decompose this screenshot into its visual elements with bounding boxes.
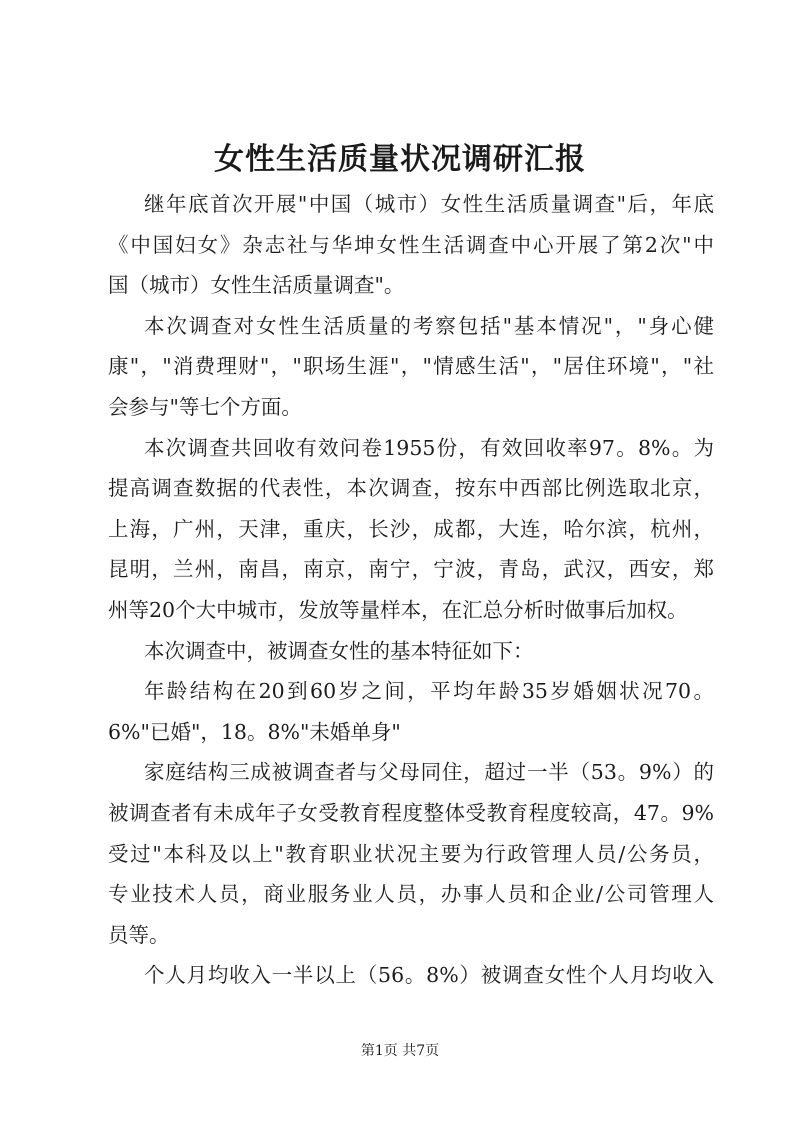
page-footer: 第1页 共7页 [360,1043,440,1059]
paragraph-line: 康"，"消费理财"，"职场生涯"，"情感生活"，"居住环境"，"社 [108,354,714,379]
paragraph-line: 会参与"等七个方面。 [108,394,302,419]
paragraph [108,752,714,955]
paragraph-line: 本次调查对女性生活质量的考察包括"基本情况"，"身心健 [144,313,714,338]
paragraph [108,428,714,631]
paragraph-line: 年龄结构在20到60岁之间，平均年龄35岁婚姻状况70。 [144,679,714,704]
paragraph-line: 上海，广州，天津，重庆，长沙，成都，大连，哈尔滨，杭州， [108,516,714,541]
document-body [108,184,714,996]
paragraph-line: 家庭结构三成被调查者与父母同住，超过一半（53。9%）的 [144,760,714,785]
paragraph [108,955,714,996]
paragraph [108,184,714,306]
paragraph [108,631,714,672]
paragraph-line: 被调查者有未成年子女受教育程度整体受教育程度较高，47。9% [108,800,714,825]
paragraph-line: 受过"本科及以上"教育职业状况主要为行政管理人员/公务员， [108,841,714,866]
paragraph-line: 专业技术人员，商业服务业人员，办事人员和企业/公司管理人 [108,882,714,907]
paragraph-line: 昆明，兰州，南昌，南京，南宁，宁波，青岛，武汉，西安，郑 [108,557,714,582]
paragraph-line: 国（城市）女性生活质量调查"。 [108,273,405,298]
paragraph-line: 提高调查数据的代表性，本次调查，按东中西部比例选取北京， [108,476,714,501]
paragraph [108,671,714,752]
paragraph-line: 个人月均收入一半以上（56。8%）被调查女性个人月均收入 [144,963,714,988]
paragraph-line: 本次调查共回收有效问卷1955份，有效回收率97。8%。为 [144,435,714,460]
paragraph-line: 6%"已婚"，18。8%"未婚单身" [108,719,401,744]
paragraph-line: 员等。 [108,922,170,947]
paragraph-line: 《中国妇女》杂志社与华坤女性生活调查中心开展了第2次"中 [108,232,714,257]
document-title: 女性生活质量状况调研汇报 [214,142,586,177]
paragraph-line: 州等20个大中城市，发放等量样本，在汇总分析时做事后加权。 [108,597,688,622]
paragraph-line: 继年底首次开展"中国（城市）女性生活质量调查"后，年底 [144,192,714,216]
paragraph [108,306,714,428]
paragraph-line: 本次调查中，被调查女性的基本特征如下： [144,638,534,663]
